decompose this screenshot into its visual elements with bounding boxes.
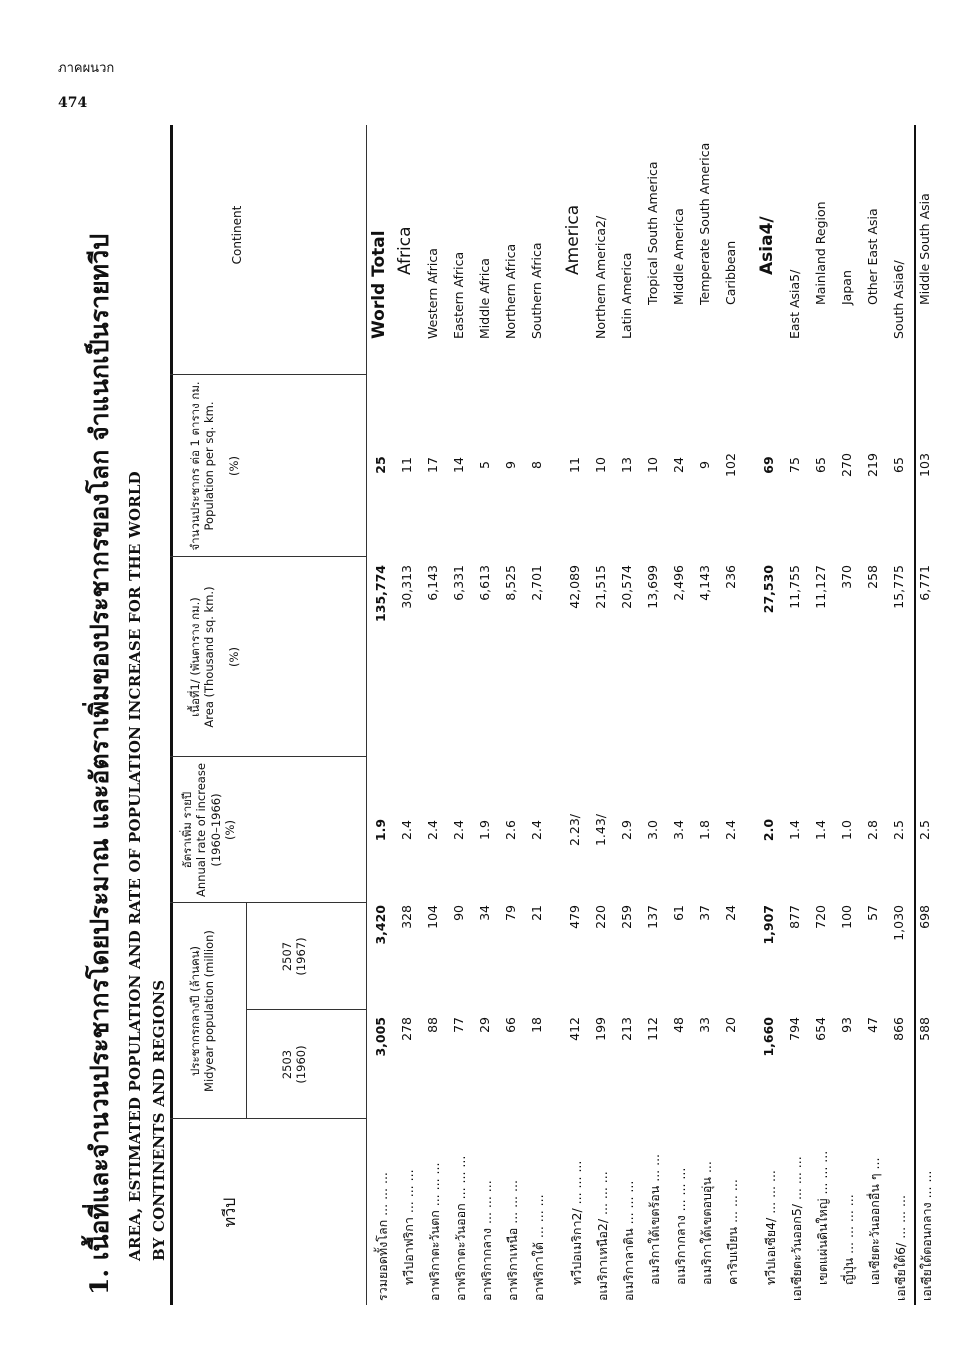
cell-continent: Middle America bbox=[671, 208, 686, 305]
cell-density: 10 bbox=[645, 457, 660, 473]
cell-continent: Northern Africa bbox=[503, 243, 518, 339]
cell-region-thai: เอเซียใต้ตอนกลาง ... ... bbox=[919, 1170, 934, 1301]
cell-area: 21,515 bbox=[593, 565, 608, 609]
cell-density: 65 bbox=[891, 457, 906, 473]
cell-region-thai: อเมริกาเหนือ2/ ... ... ... bbox=[595, 1171, 610, 1301]
cell-continent: Africa bbox=[395, 226, 415, 275]
cell-annual-rate: 1.43/ bbox=[593, 813, 608, 847]
cell-continent: Northern America2/ bbox=[593, 215, 608, 339]
cell-density: 10 bbox=[593, 457, 608, 473]
cell-annual-rate: 2.4 bbox=[723, 820, 738, 840]
table-row bbox=[860, 125, 886, 1305]
cell-population-1967: 1,907 bbox=[761, 905, 776, 945]
cell-continent: Southern Africa bbox=[529, 242, 544, 339]
cell-population-1960: 1,660 bbox=[761, 1017, 776, 1057]
cell-annual-rate: 2.5 bbox=[891, 820, 906, 840]
cell-continent: Other East Asia bbox=[865, 208, 880, 305]
cell-density: 65 bbox=[813, 457, 828, 473]
cell-population-1960: 3,005 bbox=[373, 1017, 388, 1057]
cell-area: 2,701 bbox=[529, 565, 544, 601]
header-area-en: Area (Thousand sq. km.) bbox=[202, 586, 217, 728]
cell-region-thai: อเมริกากลาง ... ... ... bbox=[673, 1167, 688, 1285]
cell-annual-rate: 1.4 bbox=[813, 820, 828, 840]
cell-area: 15,775 bbox=[891, 565, 906, 609]
header-1960-be: 2503 bbox=[280, 1049, 294, 1080]
header-area-thai: เนื้อที่1/ (พันตาราง กม.) bbox=[188, 597, 202, 717]
cell-population-1960: 412 bbox=[567, 1017, 582, 1041]
cell-region-thai: เขตแผ่นดินใหญ่ ... ... ... bbox=[815, 1150, 830, 1285]
page-header bbox=[58, 62, 114, 112]
cell-area: 11,755 bbox=[787, 565, 802, 609]
cell-annual-rate: 2.8 bbox=[865, 820, 880, 840]
cell-region-thai: อเมริกาลาติน ... ... ... bbox=[621, 1180, 636, 1301]
cell-region-thai: อาฟริกาตะวันตก ... ... ... bbox=[427, 1162, 442, 1301]
cell-annual-rate: 1.9 bbox=[373, 818, 388, 842]
header-year-1967 bbox=[280, 903, 309, 1010]
cell-continent: America bbox=[563, 204, 583, 275]
cell-density: 13 bbox=[619, 457, 634, 473]
table-row bbox=[886, 125, 912, 1305]
header-density bbox=[188, 375, 241, 557]
cell-annual-rate: 2.4 bbox=[451, 820, 466, 840]
table-row bbox=[472, 125, 498, 1305]
cell-region-thai: อาฟริกากลาง ... ... ... bbox=[479, 1180, 494, 1301]
cell-population-1960: 654 bbox=[813, 1017, 828, 1041]
cell-region-thai: อาฟริกาใต้ ... ... ... bbox=[531, 1194, 546, 1301]
cell-density: 11 bbox=[399, 457, 414, 473]
cell-density: 11 bbox=[567, 457, 582, 473]
cell-annual-rate: 2.0 bbox=[761, 818, 776, 842]
subheader-rule bbox=[246, 903, 247, 1119]
cell-area: 27,530 bbox=[761, 565, 776, 614]
cell-continent: Middle Africa bbox=[477, 258, 492, 339]
cell-area: 258 bbox=[865, 565, 880, 589]
cell-density: 270 bbox=[839, 453, 854, 477]
cell-annual-rate: 1.4 bbox=[787, 820, 802, 840]
header-rate-en: Annual rate of increase bbox=[194, 763, 209, 897]
cell-region-thai: คาริบเบียน ... ... ... bbox=[725, 1179, 740, 1285]
cell-continent: Mainland Region bbox=[813, 201, 828, 305]
cell-population-1960: 88 bbox=[425, 1017, 440, 1033]
cell-area: 6,143 bbox=[425, 565, 440, 601]
cell-population-1960: 33 bbox=[697, 1017, 712, 1033]
cell-region-thai: ทวีปอเมริกา2/ ... ... ... bbox=[569, 1160, 584, 1285]
cell-population-1960: 47 bbox=[865, 1017, 880, 1033]
cell-annual-rate: 1.0 bbox=[839, 820, 854, 840]
table-row bbox=[756, 125, 782, 1305]
cell-annual-rate: 2.23/ bbox=[567, 813, 582, 847]
table-row bbox=[614, 125, 640, 1305]
cell-continent: Tropical South America bbox=[645, 161, 660, 305]
cell-annual-rate: 2.5 bbox=[917, 820, 932, 840]
cell-annual-rate: 2.6 bbox=[503, 820, 518, 840]
cell-area: 8,525 bbox=[503, 565, 518, 601]
title-english-line1: AREA, ESTIMATED POPULATION AND RATE OF POPULATION INCREASE FOR THE WORLD bbox=[126, 471, 144, 1261]
header-midyear-en: Midyear population (million) bbox=[202, 930, 217, 1092]
table-row bbox=[692, 125, 718, 1305]
cell-area: 6,331 bbox=[451, 565, 466, 601]
header-region-thai: ทวีป bbox=[220, 1197, 239, 1228]
cell-area: 11,127 bbox=[813, 565, 828, 609]
cell-region-thai: เอเซียตะวันออกอื่น ๆ ... bbox=[867, 1157, 882, 1285]
cell-density: 75 bbox=[787, 457, 802, 473]
table-row bbox=[498, 125, 524, 1305]
cell-region-thai: อเมริกาใต้เขตร้อน ... ... bbox=[647, 1153, 662, 1285]
cell-annual-rate: 1.8 bbox=[697, 820, 712, 840]
cell-population-1967: 1,030 bbox=[891, 905, 906, 941]
population-table bbox=[170, 125, 934, 1305]
header-density-thai: จำนวนประชากร ต่อ 1 ตาราง กม. bbox=[188, 381, 202, 551]
table-top-rule bbox=[170, 125, 173, 1305]
cell-area: 20,574 bbox=[619, 565, 634, 609]
table-row bbox=[808, 125, 834, 1305]
header-area bbox=[188, 557, 241, 757]
header-rate bbox=[180, 757, 238, 903]
cell-population-1960: 794 bbox=[787, 1017, 802, 1041]
cell-density: 69 bbox=[761, 456, 776, 474]
cell-population-1967: 877 bbox=[787, 905, 802, 929]
table-row bbox=[912, 125, 938, 1305]
cell-population-1960: 18 bbox=[529, 1017, 544, 1033]
table-row bbox=[420, 125, 446, 1305]
cell-annual-rate: 1.9 bbox=[477, 820, 492, 840]
cell-population-1960: 93 bbox=[839, 1017, 854, 1033]
cell-region-thai: อาฟริกาเหนือ ... ... ... bbox=[505, 1180, 520, 1301]
cell-population-1967: 37 bbox=[697, 905, 712, 921]
table-row bbox=[588, 125, 614, 1305]
cell-region-thai: อาฟริกาตะวันออก ... ... ... bbox=[453, 1155, 468, 1301]
cell-population-1960: 77 bbox=[451, 1017, 466, 1033]
cell-density: 9 bbox=[503, 461, 518, 469]
header-1967-ad: (1967) bbox=[294, 937, 309, 976]
cell-region-thai: รวมยอดทั้งโลก ... ... ... bbox=[375, 1172, 390, 1301]
cell-density: 103 bbox=[917, 453, 932, 477]
table-row bbox=[446, 125, 472, 1305]
header-continent: Continent bbox=[230, 205, 244, 265]
cell-density: 24 bbox=[671, 457, 686, 473]
cell-density: 17 bbox=[425, 457, 440, 473]
header-rate-years: (1960–1966) bbox=[208, 793, 223, 867]
table-row bbox=[718, 125, 744, 1305]
cell-area: 30,313 bbox=[399, 565, 414, 609]
cell-population-1967: 720 bbox=[813, 905, 828, 929]
cell-density: 9 bbox=[697, 461, 712, 469]
cell-region-thai: อเมริกาใต้เขตอบอุ่น ... bbox=[699, 1161, 714, 1285]
cell-area: 13,699 bbox=[645, 565, 660, 609]
cell-continent: Latin America bbox=[619, 252, 634, 339]
header-bottom-rule bbox=[366, 125, 367, 1305]
cell-continent: South Asia6/ bbox=[891, 260, 906, 339]
header-density-unit: (%) bbox=[226, 456, 241, 476]
cell-continent: Japan bbox=[839, 270, 854, 305]
cell-annual-rate: 2.4 bbox=[425, 820, 440, 840]
table-row bbox=[640, 125, 666, 1305]
table-row bbox=[666, 125, 692, 1305]
cell-population-1967: 259 bbox=[619, 905, 634, 929]
cell-continent: Middle South Asia bbox=[917, 193, 932, 305]
cell-area: 370 bbox=[839, 565, 854, 589]
cell-continent: East Asia5/ bbox=[787, 269, 802, 339]
header-density-en: Population per sq. km. bbox=[202, 401, 217, 531]
title-thai: 1. เนื้อที่และจำนวนประชากรโดยประมาณ และอัตราเพิ่มของประชากรของโลก จำแนกเป็นรายทวีป bbox=[85, 233, 114, 1295]
header-rate-unit: (%) bbox=[223, 820, 238, 840]
cell-region-thai: เอเซียใต้6/ ... ... ... bbox=[893, 1195, 908, 1301]
cell-annual-rate: 3.0 bbox=[645, 820, 660, 840]
cell-population-1960: 29 bbox=[477, 1017, 492, 1033]
cell-continent: Caribbean bbox=[723, 240, 738, 305]
section-label: ภาคผนวก bbox=[58, 61, 115, 76]
cell-population-1967: 21 bbox=[529, 905, 544, 921]
cell-annual-rate: 2.9 bbox=[619, 820, 634, 840]
cell-annual-rate: 3.4 bbox=[671, 820, 686, 840]
header-rate-thai: อัตราเพิ่ม รายปี bbox=[180, 791, 194, 869]
cell-region-thai: เอเซียตะวันออก5/ ... ... ... bbox=[789, 1156, 804, 1301]
table-row bbox=[782, 125, 808, 1305]
header-midyear-thai: ประชากรกลางปี (ล้านคน) bbox=[188, 946, 202, 1076]
cell-population-1967: 104 bbox=[425, 905, 440, 929]
title-block bbox=[80, 125, 168, 1295]
cell-population-1967: 328 bbox=[399, 905, 414, 929]
table-row bbox=[368, 125, 394, 1305]
page-number: 474 bbox=[58, 95, 88, 112]
cell-continent: Eastern Africa bbox=[451, 251, 466, 339]
table-row bbox=[562, 125, 588, 1305]
cell-area: 236 bbox=[723, 565, 738, 589]
cell-region-thai: ทวีปเอเซีย4/ ... ... ... bbox=[763, 1170, 778, 1285]
cell-population-1967: 79 bbox=[503, 905, 518, 921]
cell-annual-rate: 2.4 bbox=[399, 820, 414, 840]
cell-population-1960: 20 bbox=[723, 1017, 738, 1033]
cell-density: 14 bbox=[451, 457, 466, 473]
cell-density: 5 bbox=[477, 461, 492, 469]
title-english-line2: BY CONTINENTS AND REGIONS bbox=[150, 979, 168, 1261]
cell-area: 42,089 bbox=[567, 565, 582, 609]
cell-population-1960: 213 bbox=[619, 1017, 634, 1041]
table-row bbox=[834, 125, 860, 1305]
cell-area: 6,771 bbox=[917, 565, 932, 601]
cell-density: 102 bbox=[723, 453, 738, 477]
cell-population-1967: 57 bbox=[865, 905, 880, 921]
table-body bbox=[368, 125, 938, 1305]
cell-region-thai: ทวีปอาฟริกา ... ... ... bbox=[401, 1169, 416, 1285]
cell-population-1967: 698 bbox=[917, 905, 932, 929]
cell-population-1960: 866 bbox=[891, 1017, 906, 1041]
table-row bbox=[524, 125, 550, 1305]
cell-continent: Western Africa bbox=[425, 248, 440, 339]
header-area-unit: (%) bbox=[226, 647, 241, 667]
cell-population-1967: 90 bbox=[451, 905, 466, 921]
cell-population-1967: 479 bbox=[567, 905, 582, 929]
cell-population-1960: 199 bbox=[593, 1017, 608, 1041]
cell-area: 6,613 bbox=[477, 565, 492, 601]
header-midyear bbox=[188, 903, 217, 1119]
cell-population-1967: 100 bbox=[839, 905, 854, 929]
cell-annual-rate: 2.4 bbox=[529, 820, 544, 840]
cell-area: 135,774 bbox=[373, 565, 388, 622]
cell-population-1967: 137 bbox=[645, 905, 660, 929]
cell-density: 25 bbox=[373, 456, 388, 474]
cell-population-1967: 3,420 bbox=[373, 905, 388, 945]
cell-population-1960: 278 bbox=[399, 1017, 414, 1041]
header-year-1960 bbox=[280, 1010, 309, 1119]
cell-area: 4,143 bbox=[697, 565, 712, 601]
cell-density: 8 bbox=[529, 461, 544, 469]
cell-density: 219 bbox=[865, 453, 880, 477]
rotated-table-page bbox=[80, 115, 934, 1305]
cell-population-1967: 61 bbox=[671, 905, 686, 921]
cell-continent: Temperate South America bbox=[697, 142, 712, 305]
cell-population-1967: 220 bbox=[593, 905, 608, 929]
cell-population-1960: 66 bbox=[503, 1017, 518, 1033]
cell-population-1960: 48 bbox=[671, 1017, 686, 1033]
cell-population-1967: 34 bbox=[477, 905, 492, 921]
cell-continent: Asia4/ bbox=[757, 216, 777, 275]
cell-population-1960: 588 bbox=[917, 1017, 932, 1041]
cell-continent: World Total bbox=[369, 230, 389, 339]
cell-region-thai: ญี่ปุ่น ... ... ... ... bbox=[841, 1194, 856, 1285]
header-1960-ad: (1960) bbox=[294, 1045, 309, 1084]
cell-area: 2,496 bbox=[671, 565, 686, 601]
cell-population-1967: 24 bbox=[723, 905, 738, 921]
cell-population-1960: 112 bbox=[645, 1017, 660, 1041]
table-row bbox=[394, 125, 420, 1305]
header-1967-be: 2507 bbox=[280, 941, 294, 972]
